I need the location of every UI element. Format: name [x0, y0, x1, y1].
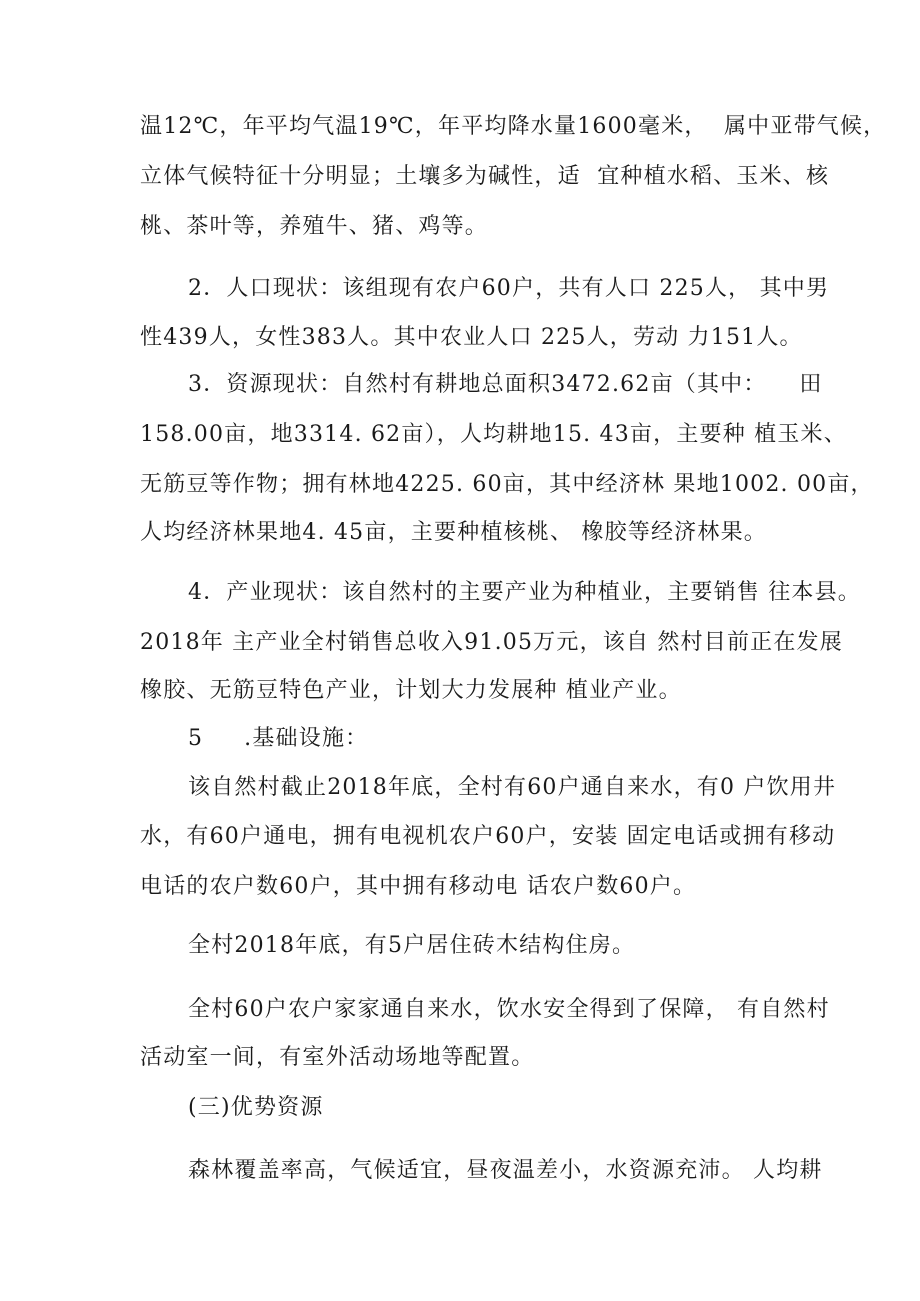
text-line: 158.00亩，地3314. 62亩），人均耕地15. 43亩，主要种 植玉米、 [140, 422, 847, 447]
text-line: 橡胶、无筋豆特色产业，计划大力发展种 植业产业。 [140, 678, 682, 703]
text-line: 3．资源现状：自然村有耕地总面积3472.62亩（其中： 田 [188, 372, 823, 397]
text-line: 温12℃，年平均气温19℃，年平均降水量1600毫米， 属中亚带气候， [140, 114, 887, 139]
section-heading: 5 .基础设施： [188, 726, 369, 751]
text-line: 无筋豆等作物；拥有林地4225. 60亩，其中经济林 果地1002. 00亩， [140, 472, 874, 497]
text-line: 全村60户农户家家通自来水，饮水安全得到了保障， 有自然村 [188, 997, 830, 1022]
text-line: 立体气候特征十分明显；土壤多为碱性，适 宜种植水稻、玉米、核 [140, 164, 830, 189]
text-line: 2018年 主产业全村销售总收入91.05万元，该自 然村目前正在发展 [140, 630, 843, 655]
text-line: 该自然村截止2018年底，全村有60户通自来水，有0 户饮用井 [188, 775, 837, 800]
text-line: 全村2018年底，有5户居住砖木结构住房。 [188, 933, 636, 958]
text-line: 森林覆盖率高，气候适宜，昼夜温差小，水资源充沛。 人均耕 [188, 1158, 823, 1183]
text-line: 人均经济林果地4. 45亩，主要种植核桃、 橡胶等经济林果。 [140, 520, 767, 545]
text-line: 2．人口现状：该组现有农户60户，共有人口 225人， 其中男 [188, 276, 830, 301]
text-line: 4．产业现状：该自然村的主要产业为种植业，主要销售 往本县。 [188, 580, 861, 605]
text-line: 性439人，女性383人。其中农业人口 225人，劳动 力151人。 [140, 325, 803, 350]
section-heading: (三)优势资源 [188, 1095, 324, 1120]
text-line: 电话的农户数60户，其中拥有移动电 话农户数60户。 [140, 874, 697, 899]
text-line: 活动室一间，有室外活动场地等配置。 [140, 1045, 535, 1070]
text-line: 桃、茶叶等，养殖牛、猪、鸡等。 [140, 214, 489, 239]
text-line: 水，有60户通电，拥有电视机农户60户，安装 固定电话或拥有移动 [140, 824, 836, 849]
